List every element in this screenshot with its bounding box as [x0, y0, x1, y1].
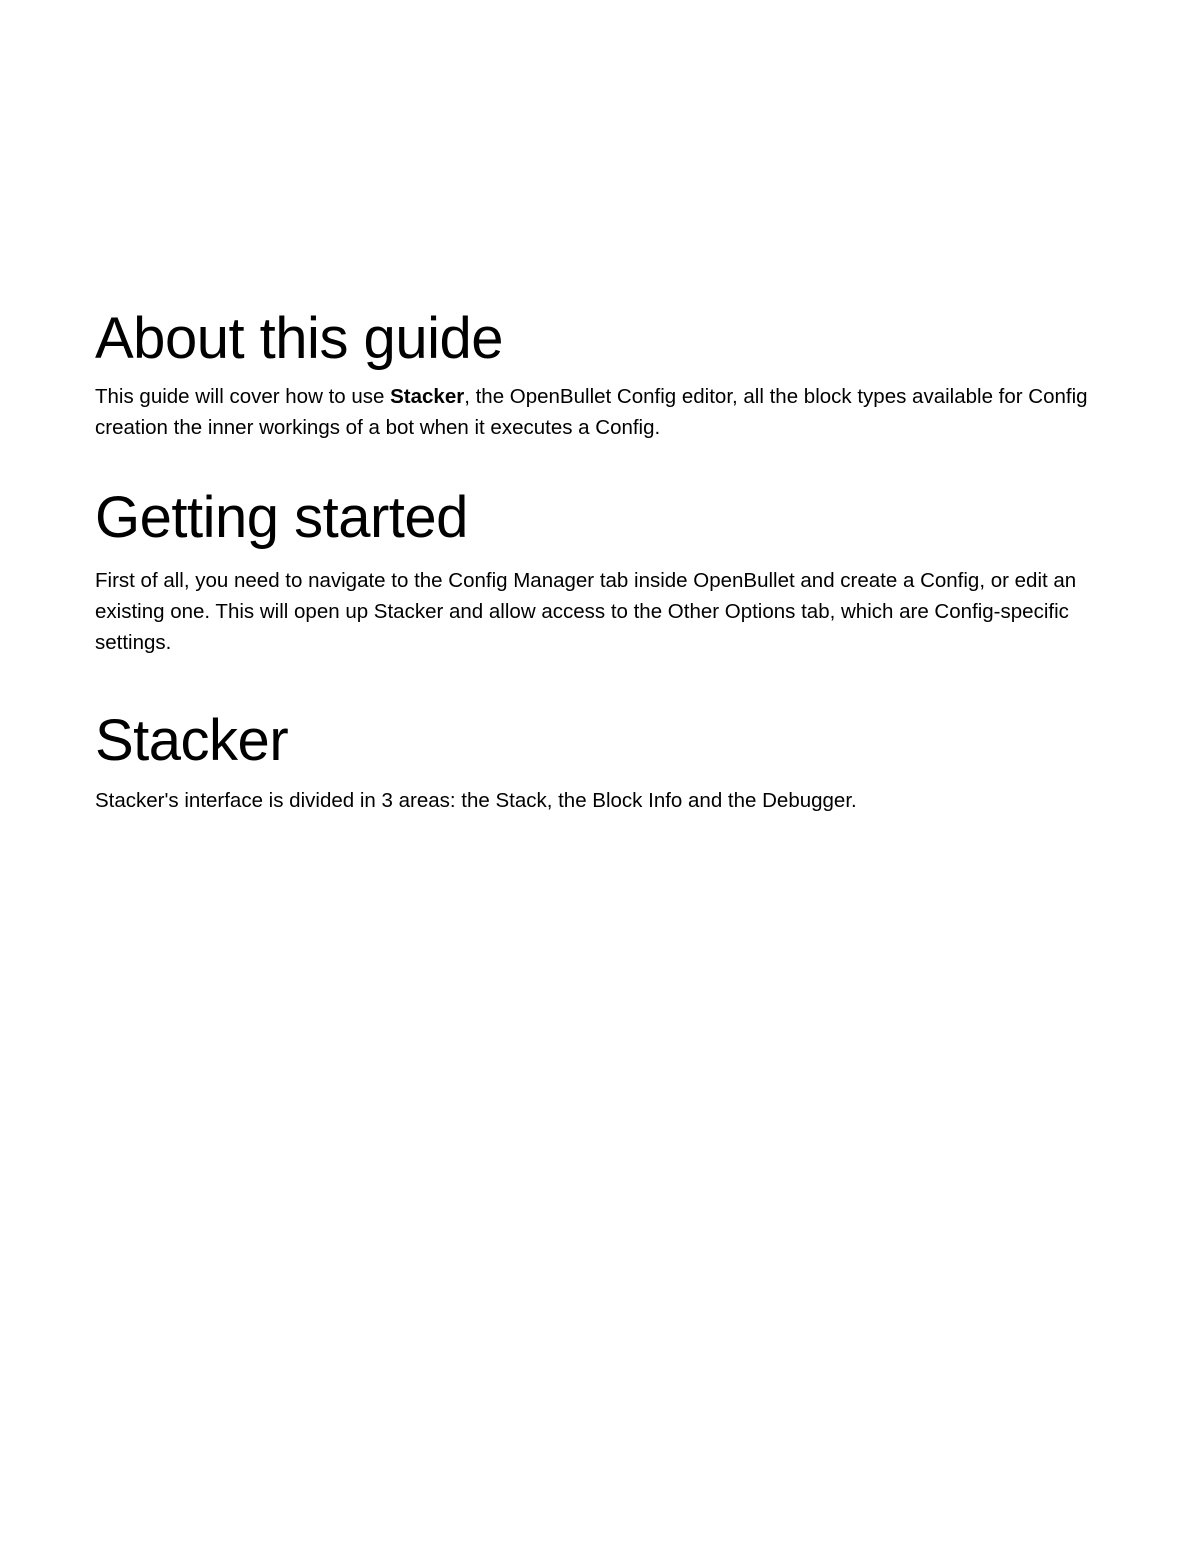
section-stacker: [95, 708, 1105, 816]
section-heading: Getting started: [95, 485, 468, 550]
section-paragraph: [95, 381, 1105, 443]
paragraph-text: This guide will cover how to use: [95, 385, 391, 408]
stacker-bold-term: Stacker: [390, 385, 465, 408]
document-content: [95, 306, 1105, 816]
section-paragraph: First of all, you need to navigate to the Config Manager tab inside OpenBullet and create a Config, or edit an existing one. This will open up Stacker and allow access to the Other Options tab, which are Config-specific settings.: [95, 569, 1077, 654]
section-paragraph: Stacker's interface is divided in 3 areas: the Stack, the Block Info and the Debugger.: [95, 789, 857, 812]
section-getting-started: [95, 485, 1105, 658]
section-heading: Stacker: [95, 708, 289, 773]
section-heading: About this guide: [95, 306, 503, 371]
section-about-this-guide: [95, 306, 1105, 443]
paragraph-text: , the OpenBullet Config editor, all the block types available for Config creation the inner workings of a bot when it executes a Config.: [95, 385, 1088, 439]
